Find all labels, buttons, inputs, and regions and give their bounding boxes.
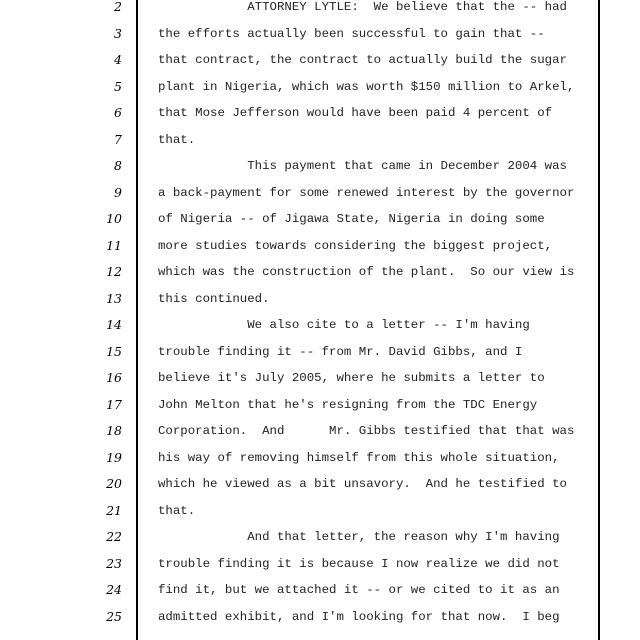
transcript-line [0,345,640,372]
line-number: 9 [114,184,122,200]
transcript-line [0,292,640,319]
line-number: 6 [114,105,122,120]
line-text: admitted exhibit, and I'm looking for that now. I beg [158,609,560,624]
line-text: And that letter, the reason why I'm having [158,530,560,544]
line-number: 19 [106,449,122,465]
line-number: 18 [106,423,122,438]
line-number: 8 [114,158,122,173]
line-number: 20 [106,476,122,491]
line-number: 23 [106,555,122,571]
line-text: plant in Nigeria, which was worth $150 million to Arkel, [158,79,575,94]
transcript-line [0,451,640,478]
line-text: that. [158,503,196,518]
transcript-line [0,212,640,239]
line-text: that. [158,132,196,147]
line-number: 22 [106,529,122,544]
line-text: more studies towards considering the biggest project, [158,238,553,253]
transcript-line [0,239,640,266]
transcript-line [0,557,640,584]
line-text: trouble finding it is because I now realize we did not [158,556,560,571]
transcript-line [0,159,640,186]
line-text: We also cite to a letter -- I'm having [158,318,530,332]
transcript-line [0,610,640,637]
transcript-line [0,504,640,531]
line-text: the efforts actually been successful to gain that -- [158,26,545,41]
line-text: that Mose Jefferson would have been paid 4 percent of [158,106,553,120]
line-text: trouble finding it -- from Mr. David Gibbs, and I [158,344,523,359]
transcript-line [0,424,640,451]
line-text: that contract, the contract to actually build the sugar [158,53,567,67]
line-text: John Melton that he's resigning from the TDC Energy [158,397,538,412]
line-text: ATTORNEY LYTLE: We believe that the -- had [158,0,567,14]
transcript-line [0,318,640,345]
line-number: 7 [114,131,122,147]
transcript-line [0,80,640,107]
line-number: 11 [106,237,122,253]
transcript-line [0,583,640,610]
line-text: find it, but we attached it -- or we cited to it as an [158,583,560,597]
line-text: a back-payment for some renewed interest by the governor [158,185,575,200]
line-text: This payment that came in December 2004 was [158,159,567,173]
line-number: 16 [106,370,122,385]
line-number: 25 [106,608,122,624]
line-number: 5 [114,78,122,94]
transcript-line [0,133,640,160]
line-number: 13 [106,290,122,306]
line-text: which was the construction of the plant. So our view is [158,265,575,279]
transcript-line [0,53,640,80]
line-number: 4 [114,52,122,67]
line-number: 3 [114,25,122,41]
line-number: 21 [106,502,122,518]
transcript-line [0,265,640,292]
line-text: this continued. [158,291,270,306]
transcript-line [0,27,640,54]
transcript-line [0,371,640,398]
line-number: 17 [106,396,122,412]
line-number: 10 [106,211,122,226]
transcript-line [0,0,640,27]
line-text: his way of removing himself from this whole situation, [158,450,560,465]
line-number: 14 [106,317,122,332]
transcript-line [0,477,640,504]
transcript-line [0,106,640,133]
line-text: of Nigeria -- of Jigawa State, Nigeria in doing some [158,212,545,226]
transcript-line [0,186,640,213]
line-number: 12 [106,264,122,279]
line-text: Corporation. And Mr. Gibbs testified that that was [158,424,575,438]
line-text: believe it's July 2005, where he submits a letter to [158,371,545,385]
line-number: 15 [106,343,122,359]
line-number: 24 [106,582,122,597]
transcript-line [0,398,640,425]
transcript-line [0,530,640,557]
line-number: 2 [114,0,122,14]
line-text: which he viewed as a bit unsavory. And he testified to [158,477,567,491]
